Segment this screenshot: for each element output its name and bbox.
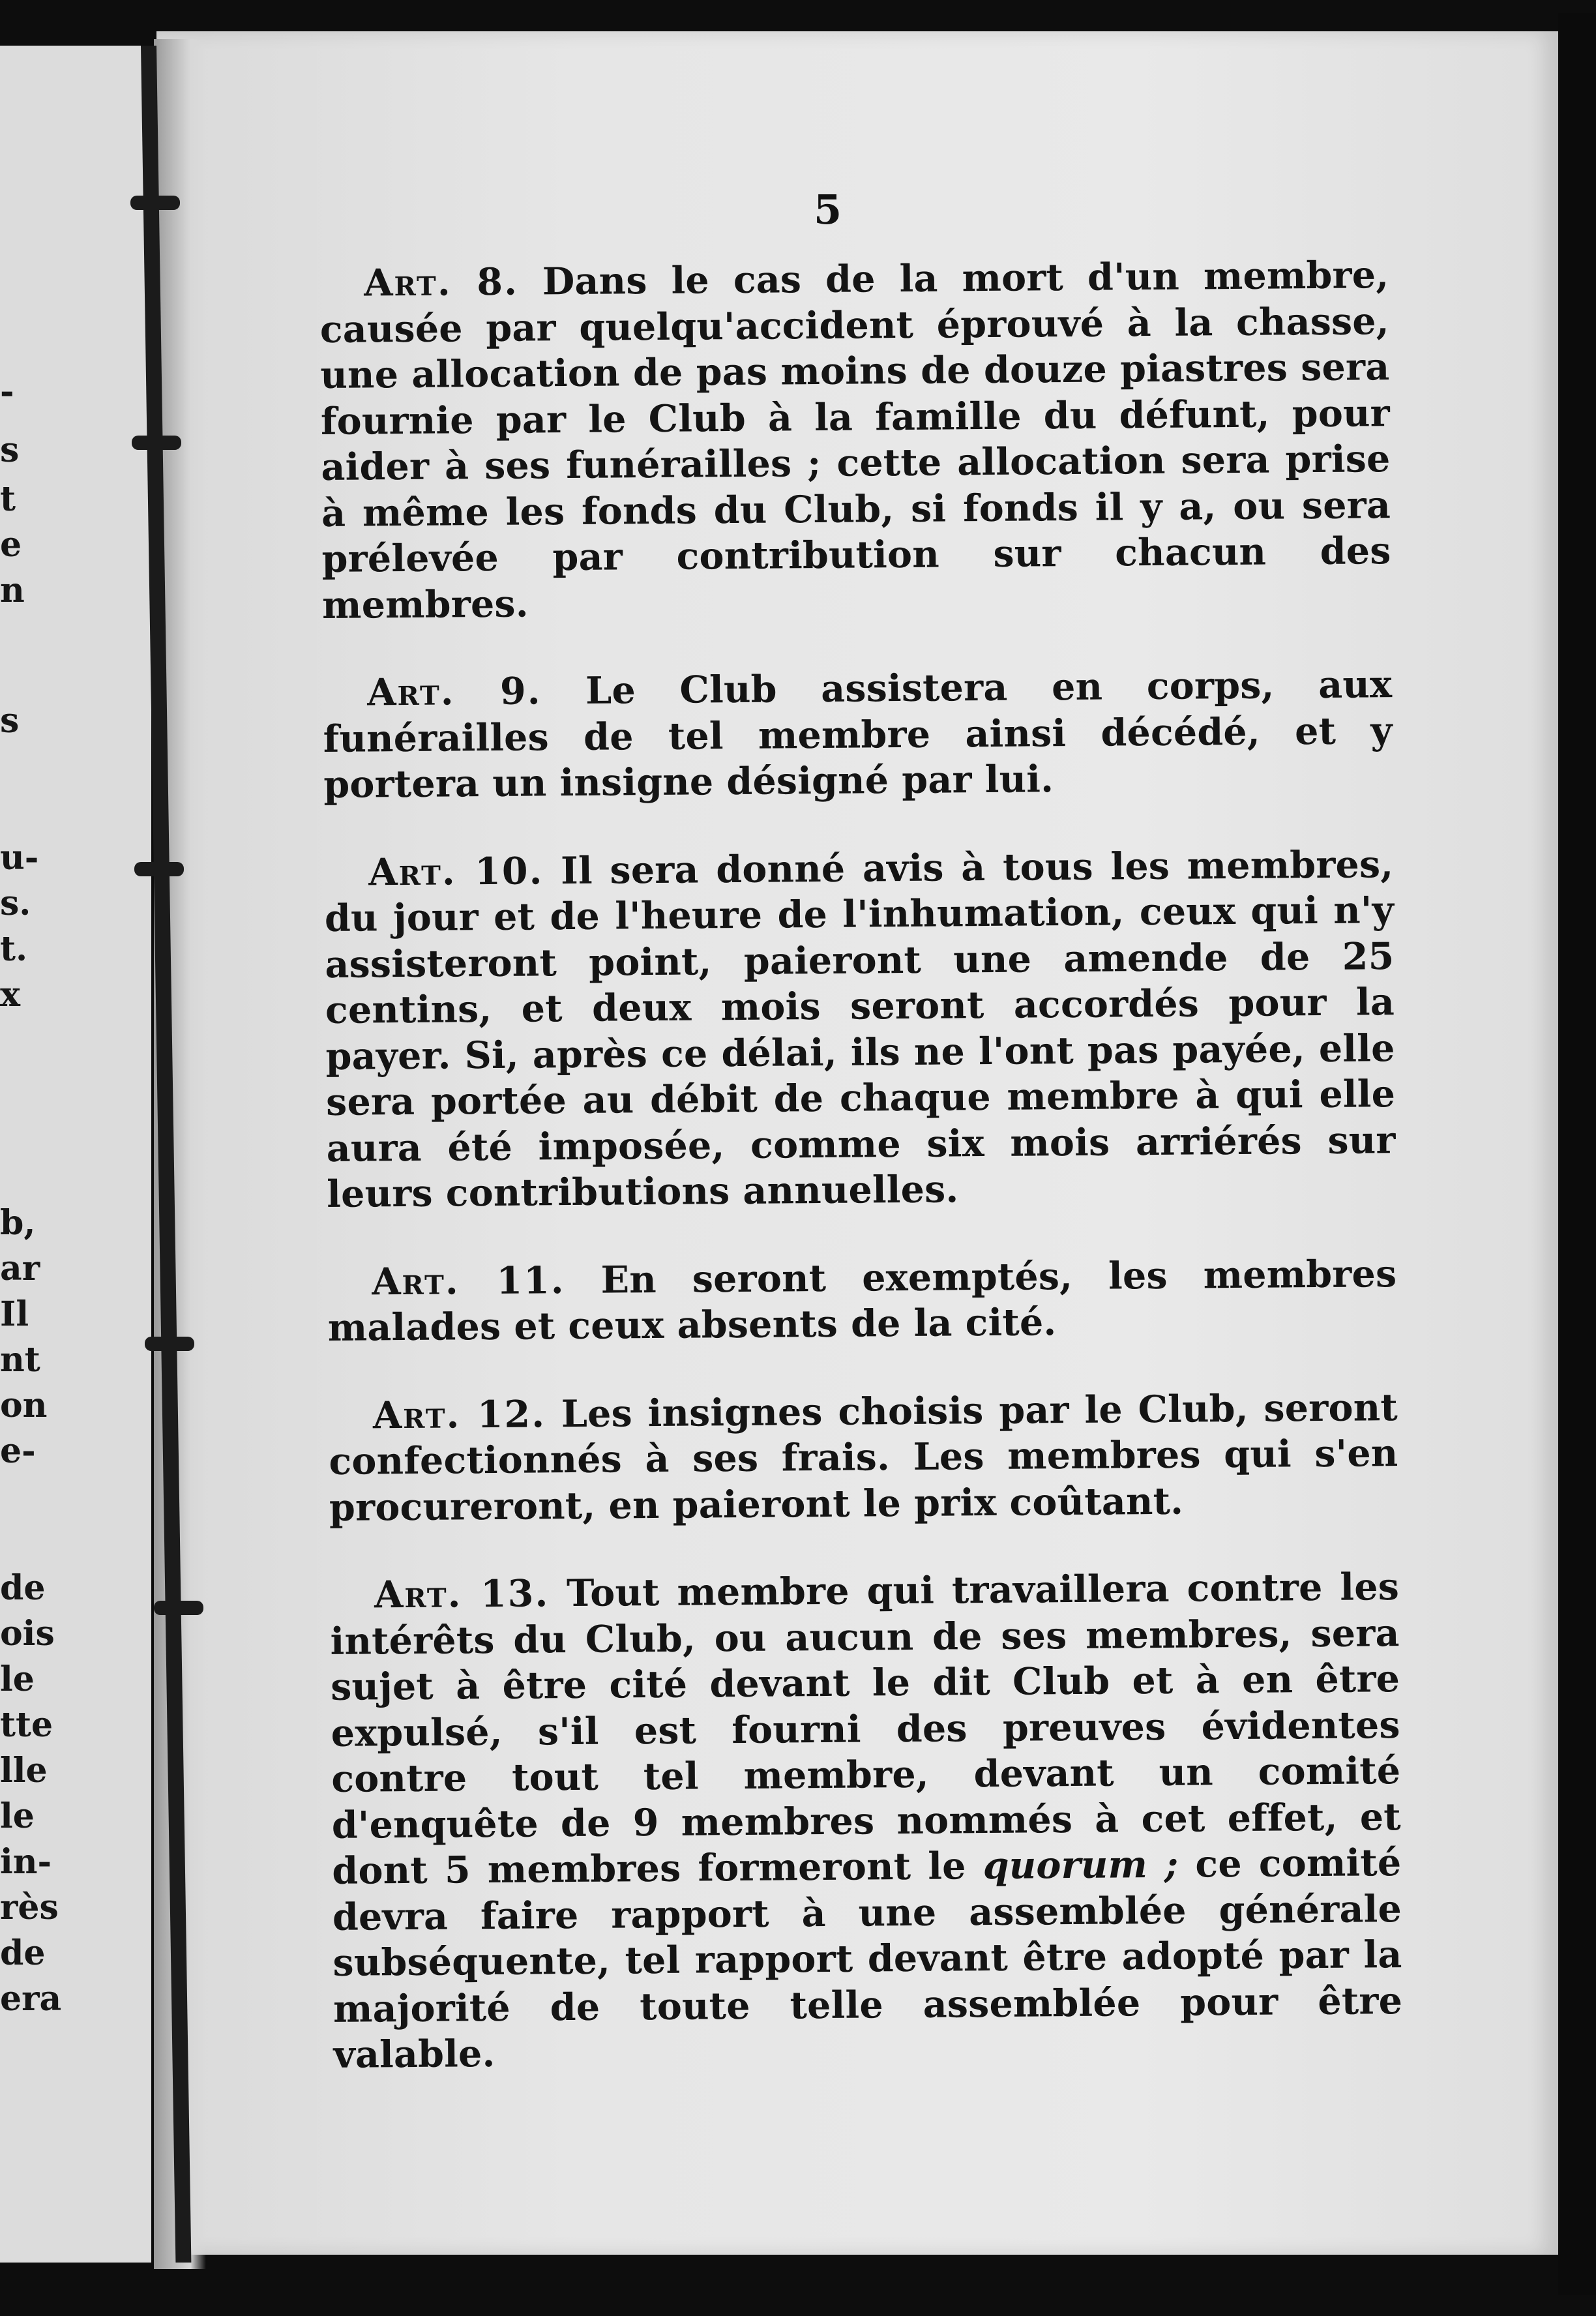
facing-page-fragment: s. — [0, 883, 31, 923]
binding-stitch — [134, 862, 184, 876]
article-13 — [330, 1564, 1403, 2078]
facing-page-fragment: rès — [0, 1888, 59, 1927]
facing-page-fragment: le — [0, 1659, 35, 1699]
facing-page-fragment: u- — [0, 838, 39, 878]
facing-page-edge — [0, 46, 151, 2263]
article-text: Tout membre qui travaillera contre les intérêts du Club, ou aucun de ses membres, sera sujet à être cité devant le dit Club et à en être expulsé, s'il est fourni des preuves évidentes contre tout tel membre, devant un comité d'enquête de 9 membres nommés à cet effet, et dont 5 membres formeront le — [330, 1565, 1402, 1893]
article-8 — [319, 252, 1391, 629]
article-label: Art. 12. — [372, 1391, 546, 1437]
article-label: Art. 9. — [366, 669, 542, 715]
facing-page-fragment: de — [0, 1568, 46, 1608]
facing-page-fragment: b, — [0, 1203, 36, 1243]
article-label: Art. 10. — [368, 848, 544, 894]
article-label: Art. 13. — [374, 1571, 550, 1617]
article-text-italic: quorum ; — [983, 1842, 1179, 1888]
article-text: ce comité devra faire rapport à une assemblée générale subséquente, tel rapport devant être adopté par la majorité de toute telle assemblée pour être valable. — [332, 1841, 1403, 2077]
facing-page-fragment: t. — [0, 929, 28, 969]
facing-page-fragment: e — [0, 525, 22, 565]
article-text: Il sera donné avis à tous les membres, du jour et de l'heure de l'inhumation, ceux qui n'y assisteront point, paieront une amende de 25 centins, et deux mois seront accordés pour la payer. Si, après ce délai, ils ne l'ont pas payée, elle sera portée au débit de chaque membre à qui elle aura été imposée, comme six mois arriérés sur leurs contributions annuelles. — [324, 842, 1396, 1216]
article-12 — [329, 1385, 1399, 1531]
article-10 — [324, 842, 1396, 1218]
facing-page-fragment: le — [0, 1796, 35, 1836]
articles-column — [319, 252, 1403, 2120]
binding-stitch — [130, 196, 180, 210]
facing-page-fragment: - — [0, 372, 14, 411]
facing-page-fragment: s — [0, 430, 20, 470]
binding-stitch — [145, 1337, 194, 1351]
facing-page-fragment: de — [0, 1933, 46, 1973]
article-11 — [327, 1251, 1397, 1352]
facing-page-fragment: on — [0, 1386, 48, 1425]
binding-stitch — [132, 436, 181, 450]
scan-right-edge — [1558, 13, 1596, 2295]
article-text: En seront exemptés, les membres malades et ceux absents de la cité. — [327, 1251, 1397, 1350]
facing-page-fragment: nt — [0, 1340, 40, 1380]
article-label: Art. 8. — [364, 260, 519, 305]
article-text: Dans le cas de la mort d'un membre, causée par quelqu'accident éprouvé à la chasse, une allocation de pas moins de douze piastres sera fournie par le Club à la famille du défunt, pour aider à ses funérailles ; cette allocation sera prise à même les fonds du Club, si fonds il y a, ou sera prélevée par contribution sur chacun des membres. — [319, 253, 1391, 627]
page-number: 5 — [814, 186, 842, 233]
facing-page-fragment: s — [0, 701, 20, 741]
article-label: Art. 11. — [372, 1258, 565, 1303]
facing-page-fragment: tte — [0, 1705, 53, 1745]
facing-page-fragment: n — [0, 571, 25, 610]
facing-page-fragment: era — [0, 1979, 62, 2019]
facing-page-fragment: x — [0, 975, 21, 1015]
binding-stitch — [154, 1601, 203, 1615]
article-text: Le Club assistera en corps, aux funérailles de tel membre ainsi décédé, et y portera un insigne désigné par lui. — [323, 662, 1393, 807]
facing-page-fragment: ar — [0, 1249, 40, 1288]
facing-page-fragment: Il — [0, 1294, 29, 1334]
article-text: Les insignes choisis par le Club, seront confectionnés à ses frais. Les membres qui s'en procureront, en paieront le prix coûtant. — [329, 1385, 1398, 1530]
facing-page-fragment: lle — [0, 1751, 48, 1790]
facing-page-fragment: e- — [0, 1431, 36, 1471]
facing-page-fragment: t — [0, 479, 16, 519]
article-9 — [323, 662, 1393, 808]
facing-page-fragment: in- — [0, 1842, 52, 1882]
facing-page-fragment: ois — [0, 1614, 55, 1654]
